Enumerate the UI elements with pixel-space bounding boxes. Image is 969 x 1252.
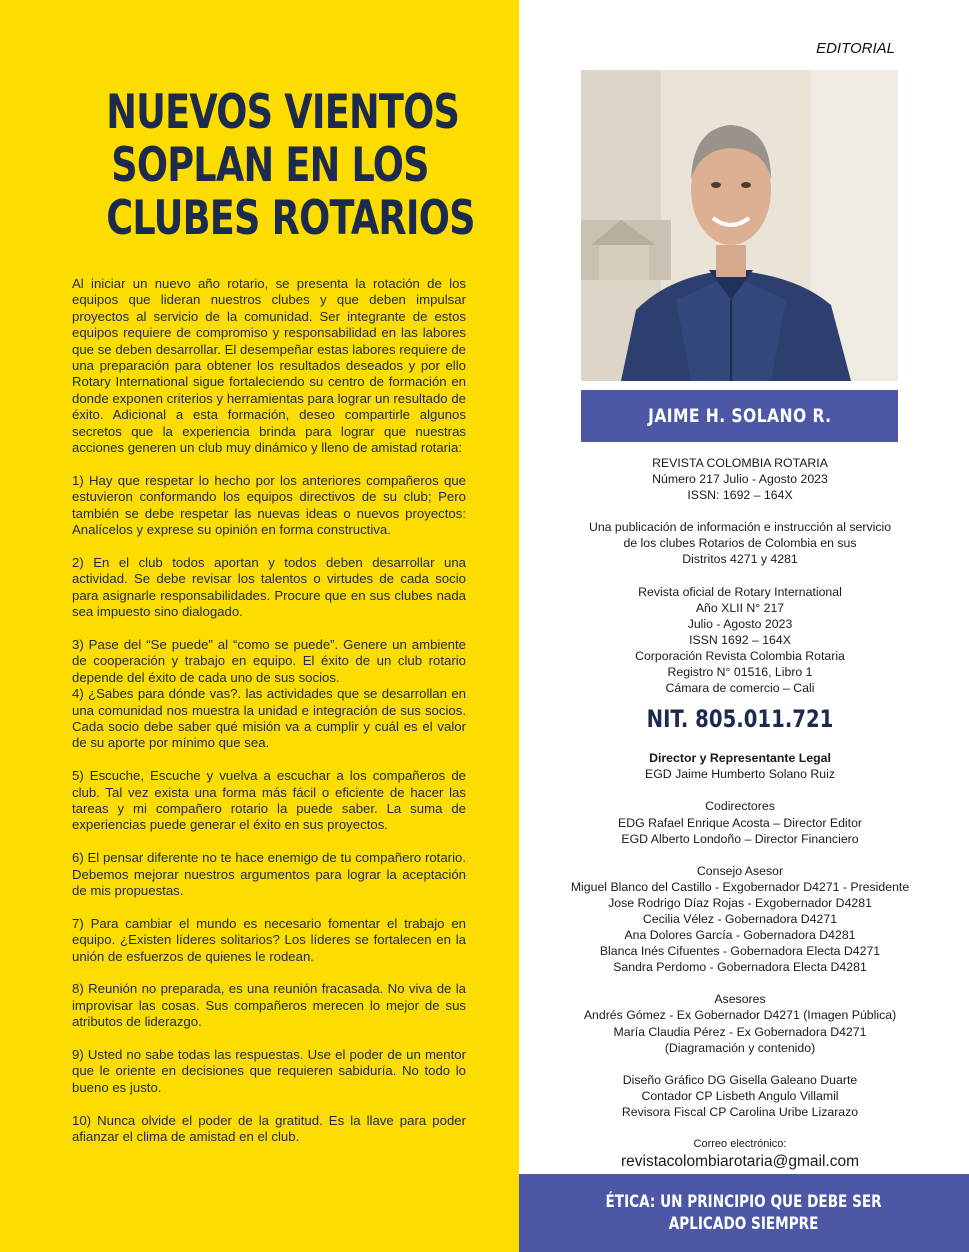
council-entry: Sandra Perdomo - Gobernadora Electa D4281 bbox=[613, 960, 867, 975]
footer-banner-line-2: APLICADO SIEMPRE bbox=[669, 1214, 819, 1234]
section-label: EDITORIAL bbox=[816, 40, 895, 57]
council-entry: Jose Rodrigo Díaz Rojas - Exgobernador D4281 bbox=[608, 895, 872, 910]
headline-line-2: SOPLAN EN LOS bbox=[111, 138, 429, 193]
article-point-5: 5) Escuche, Escuche y vuelva a escuchar a los compañeros de club. Tal vez exista una forma más fácil o eficiente de hacer las tareas y mi compañero rotario la puede saber. La suma de experiencias puede generar el éxito en sus proyectos. bbox=[72, 768, 466, 833]
masthead-council bbox=[560, 863, 920, 976]
masthead-publication bbox=[560, 455, 920, 503]
masthead bbox=[560, 455, 920, 1172]
masthead-description bbox=[560, 519, 920, 567]
description-line: Distritos 4271 y 4281 bbox=[682, 552, 798, 567]
footer-banner-text bbox=[606, 1191, 882, 1235]
footer-banner-line-1: ÉTICA: UN PRINCIPIO QUE DEBE SER bbox=[605, 1192, 883, 1212]
article-point-4: 4) ¿Sabes para dónde vas?. las actividades que se desarrollan en una comunidad nos muestra la unidad e integración de sus socios. Cada socio debe saber qué misión va a cumplir y cuál es el valor de su aporte por mínimo que sea. bbox=[72, 686, 466, 751]
headline-line-1: NUEVOS VIENTOS bbox=[106, 85, 460, 140]
council-entry: Cecilia Vélez - Gobernadora D4271 bbox=[642, 911, 838, 926]
official-line: Corporación Revista Colombia Rotaria bbox=[635, 648, 845, 663]
masthead-official bbox=[560, 584, 920, 697]
author-photo-illustration bbox=[581, 70, 898, 381]
advisors-heading: Asesores bbox=[714, 992, 766, 1007]
masthead-director bbox=[560, 750, 920, 782]
codirector-entry: EGD Alberto Londoño – Director Financiero bbox=[621, 831, 859, 846]
email-address: revistacolombiarotaria@gmail.com bbox=[621, 1153, 859, 1171]
description-line: de los clubes Rotarios de Colombia en sus bbox=[623, 536, 857, 551]
codirectors-heading: Codirectores bbox=[705, 799, 775, 814]
staff-entry: Diseño Gráfico DG Gisella Galeano Duarte bbox=[622, 1072, 858, 1087]
headline bbox=[106, 85, 475, 246]
article-point-1: 1) Hay que respetar lo hecho por los anteriores compañeros que estuvieron conformando los equipos directivos de su club; Pero también se debe respetar las nuevas ideas o nuevos proyectos: Analícelos y exprese su opinión en forma constructiva. bbox=[72, 472, 466, 538]
codirector-entry: EDG Rafael Enrique Acosta – Director Editor bbox=[618, 815, 862, 830]
author-photo bbox=[581, 70, 898, 381]
council-entry: Blanca Inés Cifuentes - Gobernadora Electa D4271 bbox=[599, 944, 881, 959]
author-name-bar bbox=[581, 390, 898, 442]
author-name: JAIME H. SOLANO R. bbox=[647, 405, 832, 427]
article-point-3: 3) Pase del “Se puede” al “como se puede”. Genere un ambiente de cooperación y trabajo en equipo. El éxito de un club rotario depende del éxito de cada uno de sus socios. bbox=[72, 636, 466, 685]
article-point-8: 8) Reunión no preparada, es una reunión fracasada. No viva de la improvisar las cosas. Sus compañeros merecen lo mejor de sus atributos de liderazgo. bbox=[72, 981, 466, 1030]
staff-entry: Contador CP Lisbeth Angulo Villamil bbox=[641, 1088, 839, 1103]
official-line: Revista oficial de Rotary International bbox=[638, 584, 842, 599]
advisor-entry: (Diagramación y contenido) bbox=[664, 1040, 816, 1055]
official-line: Julio - Agosto 2023 bbox=[687, 616, 793, 631]
article-point-9: 9) Usted no sabe todas las respuestas. Use el poder de un mentor que le oriente en decisiones que requieren sabiduría. No todo lo bueno es justo. bbox=[72, 1046, 466, 1095]
masthead-staff bbox=[560, 1072, 920, 1120]
article-point-7: 7) Para cambiar el mundo es necesario fomentar el trabajo en equipo. ¿Existen líderes solitarios? Los líderes se fortalecen en la unión de esfuerzos de quienes le rodean. bbox=[72, 915, 466, 964]
council-entry: Ana Dolores García - Gobernadora D4281 bbox=[624, 928, 856, 943]
headline-line-3: CLUBES ROTARIOS bbox=[106, 191, 475, 246]
article-point-6: 6) El pensar diferente no te hace enemigo de tu compañero rotario. Debemos mejorar nuestros argumentos para lograr la aceptación de mis propuestas. bbox=[72, 850, 466, 898]
email-label: Correo electrónico: bbox=[693, 1138, 787, 1150]
nit-number: NIT. 805.011.721 bbox=[646, 705, 834, 734]
council-entry: Miguel Blanco del Castillo - Exgobernador D4271 - Presidente bbox=[570, 879, 910, 894]
director-name: EGD Jaime Humberto Solano Ruiz bbox=[645, 767, 835, 782]
masthead-contact bbox=[560, 1136, 920, 1172]
director-heading: Director y Representante Legal bbox=[649, 751, 831, 766]
official-line: Registro N° 01516, Libro 1 bbox=[667, 665, 813, 680]
article-body bbox=[72, 276, 466, 1162]
official-line: Cámara de comercio – Cali bbox=[665, 681, 815, 696]
advisor-entry: María Claudia Pérez - Ex Gobernadora D4271 bbox=[613, 1024, 867, 1039]
official-line: ISSN 1692 – 164X bbox=[689, 632, 791, 647]
article-intro: Al iniciar un nuevo año rotario, se presenta la rotación de los equipos que lideran nuestros clubes y que deben impulsar proyectos al servicio de la comunidad. Ser integrante de estos equipos requiere de compromiso y responsabilidad en las labores que se deben desarrollar. El desempeñar estas labores requiere de una preparación para obtener los resultados deseados y por ello Rotary International sigue fortaleciendo su centro de formación en donde exponen criterios y herramientas para lograr un resultado de éxito. Adicional a esta formación, deseo compartirle algunos secretos que la experiencia brinda para lograr que nuestras acciones generen un club muy dinámico y lleno de amistad rotaria: bbox=[72, 276, 466, 456]
masthead-codirectors bbox=[560, 798, 920, 846]
official-line: Año XLII N° 217 bbox=[695, 600, 785, 615]
article-point-2: 2) En el club todos aportan y todos deben desarrollar una actividad. Se debe revisar los talentos o virtudes de cada socio para asignarle responsabilidades. Procure que en sus clubes nada sea impuesto sino dialogado. bbox=[72, 554, 466, 620]
publication-title: REVISTA COLOMBIA ROTARIA bbox=[652, 456, 828, 470]
council-heading: Consejo Asesor bbox=[696, 863, 784, 878]
staff-entry: Revisora Fiscal CP Carolina Uribe Lizarazo bbox=[621, 1104, 859, 1119]
masthead-advisors bbox=[560, 991, 920, 1055]
article-point-10: 10) Nunca olvide el poder de la gratitud. Es la llave para poder afianzar el clima de amistad en el club. bbox=[72, 1112, 466, 1144]
issn: ISSN: 1692 – 164X bbox=[687, 488, 793, 503]
issue-number: Número 217 Julio - Agosto 2023 bbox=[652, 472, 828, 487]
footer-banner bbox=[519, 1174, 969, 1252]
advisor-entry: Andrés Gómez - Ex Gobernador D4271 (Imagen Pública) bbox=[583, 1008, 897, 1023]
description-line: Una publicación de información e instrucción al servicio bbox=[588, 520, 892, 535]
